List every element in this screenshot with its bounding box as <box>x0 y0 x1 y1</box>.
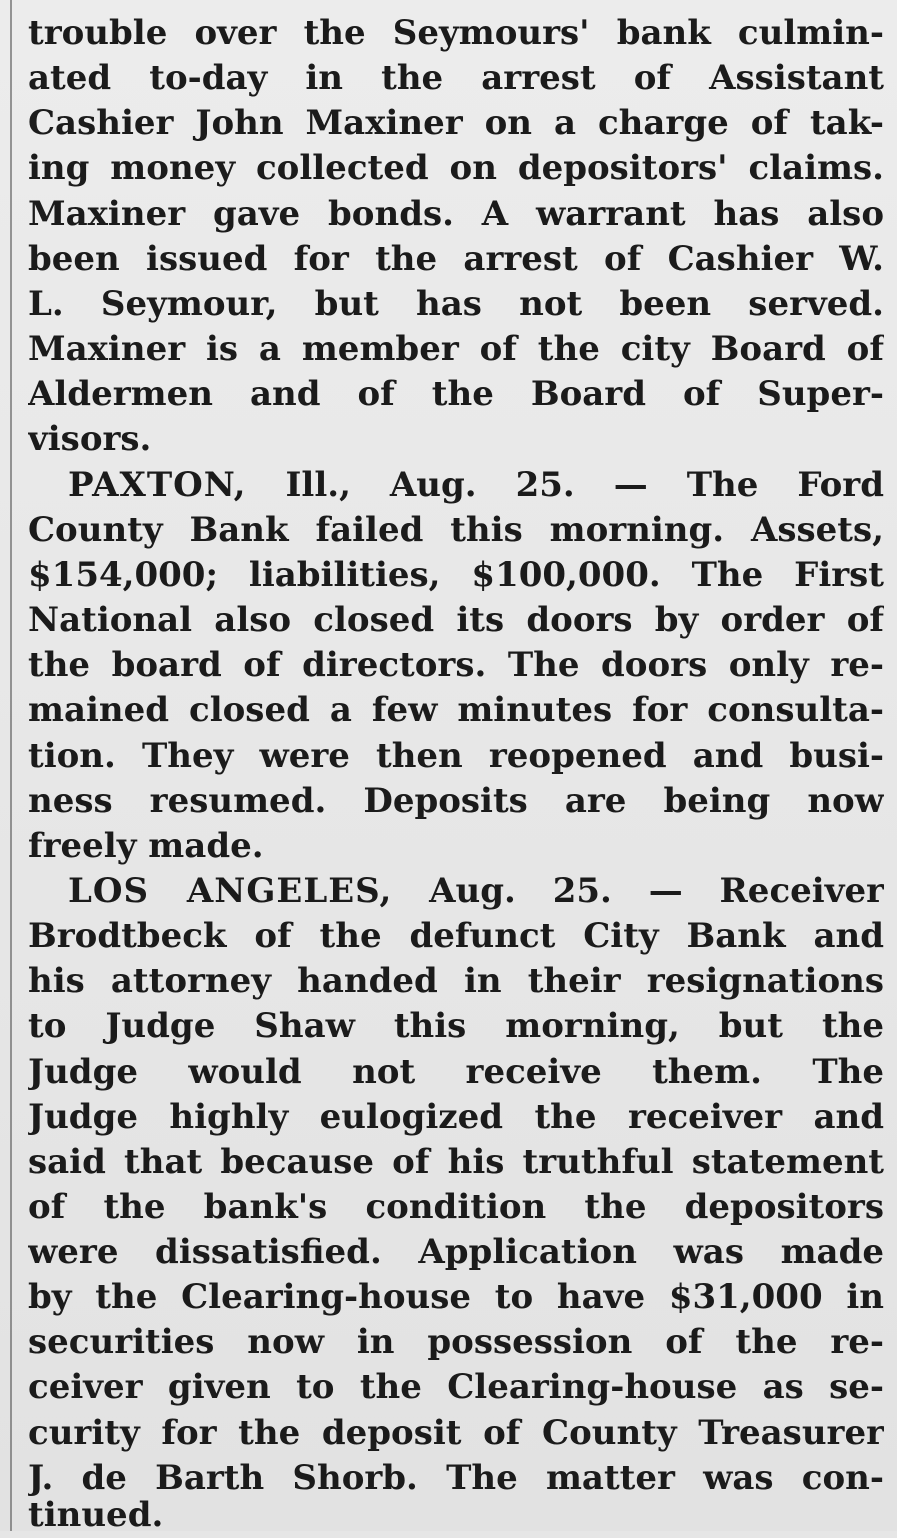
article-line: curity for the deposit of County Treasurer <box>28 1413 884 1453</box>
dateline: LOS ANGELES, <box>68 871 393 911</box>
article-line: Judge would not receive them. The <box>28 1052 884 1092</box>
article-line-text: Aug. 25. — Receiver <box>429 871 884 911</box>
article-line: said that because of his truthful statement <box>28 1142 884 1182</box>
article-line: visors. <box>28 419 152 459</box>
article-line: were dissatisfied. Application was made <box>28 1232 884 1272</box>
article-line: of the bank's condition the depositors <box>28 1187 884 1227</box>
article-line: ceiver given to the Clearing-house as se- <box>28 1367 884 1407</box>
article-line: Brodtbeck of the defunct City Bank and <box>28 916 884 956</box>
article-line: National also closed its doors by order of <box>28 600 884 640</box>
article-line-text: Ill., Aug. 25. — The Ford <box>285 465 884 505</box>
article-line: ing money collected on depositors' claims. <box>28 148 884 188</box>
article-column <box>28 0 884 1535</box>
article-line: tinued. <box>28 1495 164 1535</box>
article-line: the board of directors. The doors only re- <box>28 645 884 685</box>
article-line: been issued for the arrest of Cashier W. <box>28 239 884 279</box>
dateline: PAXTON, <box>68 465 247 505</box>
article-line: Maxiner is a member of the city Board of <box>28 329 884 369</box>
article-line: ated to-day in the arrest of Assistant <box>28 58 884 98</box>
article-line: by the Clearing-house to have $31,000 in <box>28 1277 884 1317</box>
article-line: Aldermen and of the Board of Super- <box>28 374 884 414</box>
article-line: Judge highly eulogized the receiver and <box>28 1097 884 1137</box>
article-line: Maxiner gave bonds. A warrant has also <box>28 194 884 234</box>
article-line: L. Seymour, but has not been served. <box>28 284 884 324</box>
article-line: ness resumed. Deposits are being now <box>28 781 884 821</box>
article-line: his attorney handed in their resignations <box>28 961 884 1001</box>
article-line: $154,000; liabilities, $100,000. The First <box>28 555 884 595</box>
article-line: freely made. <box>28 826 264 866</box>
article-line: J. de Barth Shorb. The matter was con- <box>28 1458 884 1498</box>
article-line: tion. They were then reopened and busi- <box>28 736 884 776</box>
article-line: trouble over the Seymours' bank culmin- <box>28 13 884 53</box>
article-line: County Bank failed this morning. Assets, <box>28 510 884 550</box>
paragraph-first-line <box>68 462 884 508</box>
article-line: Cashier John Maxiner on a charge of tak- <box>28 103 884 143</box>
article-line: mained closed a few minutes for consulta- <box>28 690 884 730</box>
column-rule <box>10 0 12 1531</box>
article-line: securities now in possession of the re- <box>28 1322 884 1362</box>
paragraph-first-line <box>68 868 884 914</box>
article-line: to Judge Shaw this morning, but the <box>28 1006 884 1046</box>
